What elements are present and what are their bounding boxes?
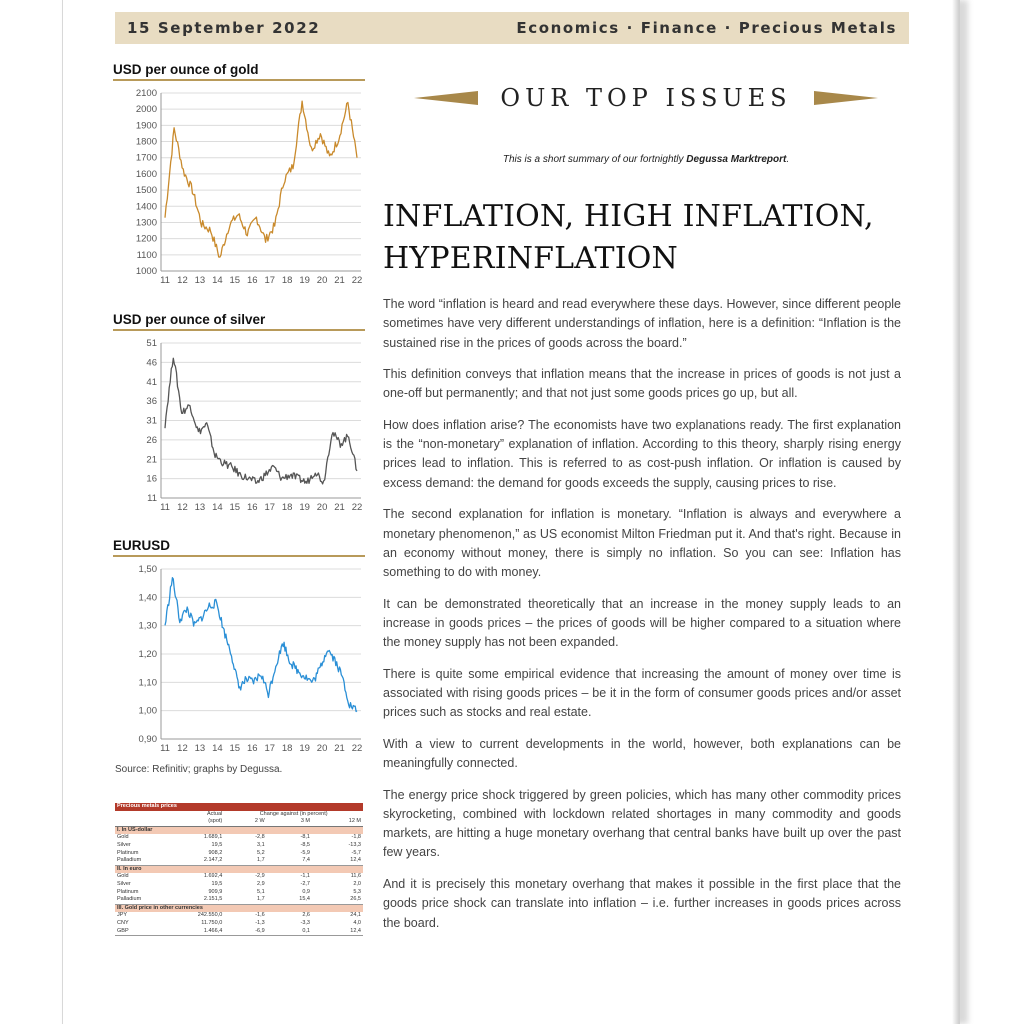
x-tick-label: 17 [264,275,276,286]
x-tick-label: 17 [264,502,276,513]
y-tick-label: 1900 [135,120,157,132]
y-tick-label: 16 [146,473,157,485]
table-row [115,928,363,936]
summary-bold: Degussa Marktreport [686,154,787,165]
x-tick-label: 12 [177,743,188,754]
row-actual: 1.466,4 [169,928,224,936]
paragraph: This definition conveys that inflation means that the increase in prices of goods is not just a one-off but permanently; and that not just some goods prices go up, but all. [383,367,901,401]
row-3m: 15,4 [267,896,312,904]
x-tick-label: 19 [299,502,310,513]
row-name: Platinum [117,888,139,895]
row-3m: -5,9 [300,849,310,856]
table-row [115,857,363,865]
row-name: GBP [115,928,169,936]
y-tick-label: 1,50 [138,564,157,575]
x-tick-label: 15 [229,743,241,754]
row-3m: -2,7 [300,880,310,887]
row-2w: 5,1 [257,888,265,895]
table-section-other: III. Gold price in other currencies [115,904,363,912]
table-row [115,842,363,850]
y-tick-label: 41 [146,376,157,388]
table-row [115,912,363,920]
y-tick-label: 26 [146,434,157,446]
row-12m: 12,4 [312,928,363,936]
y-tick-label: 11 [147,493,157,504]
row-3m: 2,6 [302,912,310,919]
y-tick-label: 1,40 [138,592,157,604]
x-tick-label: 14 [212,275,223,286]
col-actual: Actual [206,810,223,817]
row-2w: 2,9 [257,880,265,887]
row-name: Palladium [115,896,169,904]
x-tick-label: 22 [351,743,363,754]
x-tick-label: 11 [160,743,170,754]
header-date: 15 September 2022 [127,19,321,37]
x-tick-label: 20 [316,502,328,513]
document-page [62,0,960,1024]
x-tick-label: 11 [160,275,170,286]
row-2w: -6,9 [224,928,266,936]
summary-suffix: . [786,154,790,165]
table-row [115,850,363,858]
col-spot: (spot) [169,818,224,826]
y-tick-label: 1,00 [138,705,157,717]
x-tick-label: 15 [229,275,241,286]
row-3m: -1,1 [300,873,310,880]
paragraph: There is quite some empirical evidence that increasing the amount of money over time is associated with rising goods prices – be it in the form of consumer goods prices and/or asset prices such as stocks and real estate. [383,666,901,720]
row-name: Gold [117,834,129,841]
table-row [115,896,363,904]
x-tick-label: 22 [351,275,363,286]
row-2w: -2,9 [255,873,265,880]
top-issues-banner [383,84,909,112]
x-tick-label: 14 [212,743,223,754]
x-tick-label: 18 [281,743,293,754]
x-tick-label: 17 [264,743,276,754]
y-tick-label: 1800 [135,136,157,148]
y-tick-label: 46 [146,357,157,369]
x-tick-label: 19 [299,275,310,286]
y-tick-label: 51 [146,338,157,349]
eurusd-chart-title: EURUSD [113,538,171,553]
eurusd-chart [113,538,365,769]
row-2w: 5,2 [257,849,265,856]
article-headline: INFLATION, HIGH INFLATION, HYPERINFLATION [383,199,874,276]
x-tick-label: 14 [212,502,223,513]
row-12m: 12,4 [312,857,363,865]
table-row [115,920,363,928]
y-tick-label: 1400 [135,201,157,213]
gold-chart-title: USD per ounce of gold [113,62,259,77]
table-section-eur: II. In euro [115,865,363,873]
paragraph: The second explanation for inflation is monetary. “Inflation is always and everywhere a monetary phenomenon,” as US economist Milton Friedman put it. And that's right. Because in an economy without money, there is simply no inflation. So you can see: Inflation has something to do with money. [383,507,901,580]
row-12m: 24,1 [350,912,361,919]
row-actual: 242.550,0 [197,912,223,919]
x-tick-label: 20 [316,275,328,286]
row-12m: -1,8 [351,834,361,841]
row-12m: 2,0 [353,880,361,887]
y-tick-label: 1200 [135,233,157,245]
paragraph: It can be demonstrated theoretically that an increase in the money supply leads to an increase in goods prices – the prices of goods will be higher compared to a situation where the money supply has not been expanded. [383,596,901,650]
row-actual: 2.147,2 [169,857,224,865]
x-tick-label: 13 [194,275,206,286]
precious-metals-table [115,803,363,936]
paragraph: With a view to current developments in the world, however, both explanations can be meaningfully connected. [383,736,901,771]
series-line [165,358,357,484]
silver-chart [113,312,365,524]
x-tick-label: 16 [246,275,258,286]
table-row [115,889,363,897]
y-tick-label: 2100 [135,88,157,99]
row-3m: 0,1 [267,928,312,936]
x-tick-label: 16 [246,502,258,513]
x-tick-label: 21 [334,502,345,513]
row-name: Silver [117,880,131,887]
row-actual: 19,5 [211,841,223,848]
x-tick-label: 18 [281,275,293,286]
silver-chart-title: USD per ounce of silver [113,312,266,327]
row-actual: 19,5 [211,880,223,887]
row-actual: 11.750,0 [201,919,223,926]
table-title: Precious metals prices [115,803,363,811]
row-actual: 2.151,5 [169,896,224,904]
row-12m: 5,3 [353,888,361,895]
silver-chart-plot [113,331,365,524]
row-12m: 26,5 [312,896,363,904]
header-bar [115,12,909,44]
col-change: Change against (in percent) [259,810,328,817]
y-tick-label: 2000 [135,104,157,116]
row-2w: 1,7 [224,896,266,904]
row-12m: -5,7 [351,849,361,856]
summary-prefix: This is a short summary of our fortnightly [502,154,687,165]
paragraph: The word “inflation is heard and read everywhere these days. However, since different people sometimes have very different understandings of inflation, here is a definition: “Inflation is the sustained rise in the prices of goods across the board.” [383,297,901,350]
col-12m: 12 M [312,818,363,826]
row-name: Platinum [117,849,139,856]
row-actual: 1.692,4 [203,873,223,880]
table-section-usd: I. In US-dollar [115,826,363,834]
x-tick-label: 16 [246,743,258,754]
row-3m: -3,3 [300,919,310,926]
row-2w: -2,8 [255,834,265,841]
row-2w: -1,3 [255,919,265,926]
x-tick-label: 19 [299,743,310,754]
row-3m: 7,4 [267,857,312,865]
header-topics: Economics · Finance · Precious Metals [516,19,897,37]
y-tick-label: 1,10 [138,677,157,689]
row-actual: 1.689,1 [203,834,223,841]
row-actual: 908,2 [208,849,223,856]
row-actual: 909,9 [208,888,223,895]
x-tick-label: 18 [281,502,293,513]
row-2w: 3,1 [257,841,265,848]
row-3m: 0,9 [302,888,310,895]
right-arrow-ornament [814,91,878,105]
gold-chart-plot [113,81,365,293]
y-tick-label: 0,90 [138,734,157,745]
row-name: Silver [117,841,131,848]
x-tick-label: 20 [316,743,328,754]
row-2w: -1,6 [255,912,265,919]
y-tick-label: 31 [146,415,157,427]
x-tick-label: 12 [177,502,188,513]
row-name: Palladium [115,857,169,865]
col-3m: 3 M [267,818,312,826]
x-tick-label: 13 [194,502,206,513]
article-body [383,295,901,945]
y-tick-label: 36 [146,396,157,408]
row-12m: -13,3 [348,841,361,848]
x-tick-label: 15 [229,502,241,513]
table-row [115,834,363,842]
x-tick-label: 11 [160,502,170,513]
left-arrow-ornament [414,91,478,105]
series-line [165,101,357,257]
paragraph: The energy price shock triggered by green policies, which has many other commodity prices skyrocketing, combined with lockdown related shortages in many commodity and goods markets, are hitting a huge monetary overhang that central banks have built up over the past few years. [383,787,901,860]
top-issues-label: OUR TOP ISSUES [500,84,792,112]
row-name: Gold [117,873,129,880]
gold-chart [113,62,365,293]
col-2w: 2 W [224,818,266,826]
x-tick-label: 21 [334,275,345,286]
table-row [115,881,363,889]
y-tick-label: 1500 [135,185,157,197]
paragraph: And it is precisely this monetary overhang that makes it possible in the first place that the goods price shock can translate into inflation – i.e. further increases in goods prices across the board. [383,876,901,930]
row-12m: 11,6 [350,873,361,880]
paragraph: How does inflation arise? The economists have two explanations ready. The first explanation is the “non-monetary” explanation of inflation. According to this theory, sharply rising energy prices lead to inflation. This is referred to as cost-push inflation. Or inflation is caused by excess demand: the demand for goods exceeds the supply, causing prices to rise. [383,417,901,490]
row-name: CNY [117,919,129,926]
x-tick-label: 12 [177,275,188,286]
y-tick-label: 1600 [135,168,157,180]
row-2w: 1,7 [224,857,266,865]
row-3m: -8,5 [300,841,310,848]
summary-note [383,154,909,165]
row-3m: -8,1 [300,834,310,841]
y-tick-label: 21 [146,454,157,466]
eurusd-chart-plot [113,557,365,769]
y-tick-label: 1300 [135,217,157,229]
y-tick-label: 1,30 [138,620,157,632]
x-tick-label: 13 [194,743,206,754]
y-tick-label: 1700 [135,152,157,164]
y-tick-label: 1000 [135,266,157,277]
chart-source: Source: Refinitiv; graphs by Degussa. [115,764,283,775]
table-row [115,873,363,881]
y-tick-label: 1,20 [138,649,157,660]
x-tick-label: 21 [334,743,345,754]
row-12m: 4,0 [353,919,361,926]
y-tick-label: 1100 [136,249,157,261]
x-tick-label: 22 [351,502,363,513]
row-name: JPY [117,912,128,919]
